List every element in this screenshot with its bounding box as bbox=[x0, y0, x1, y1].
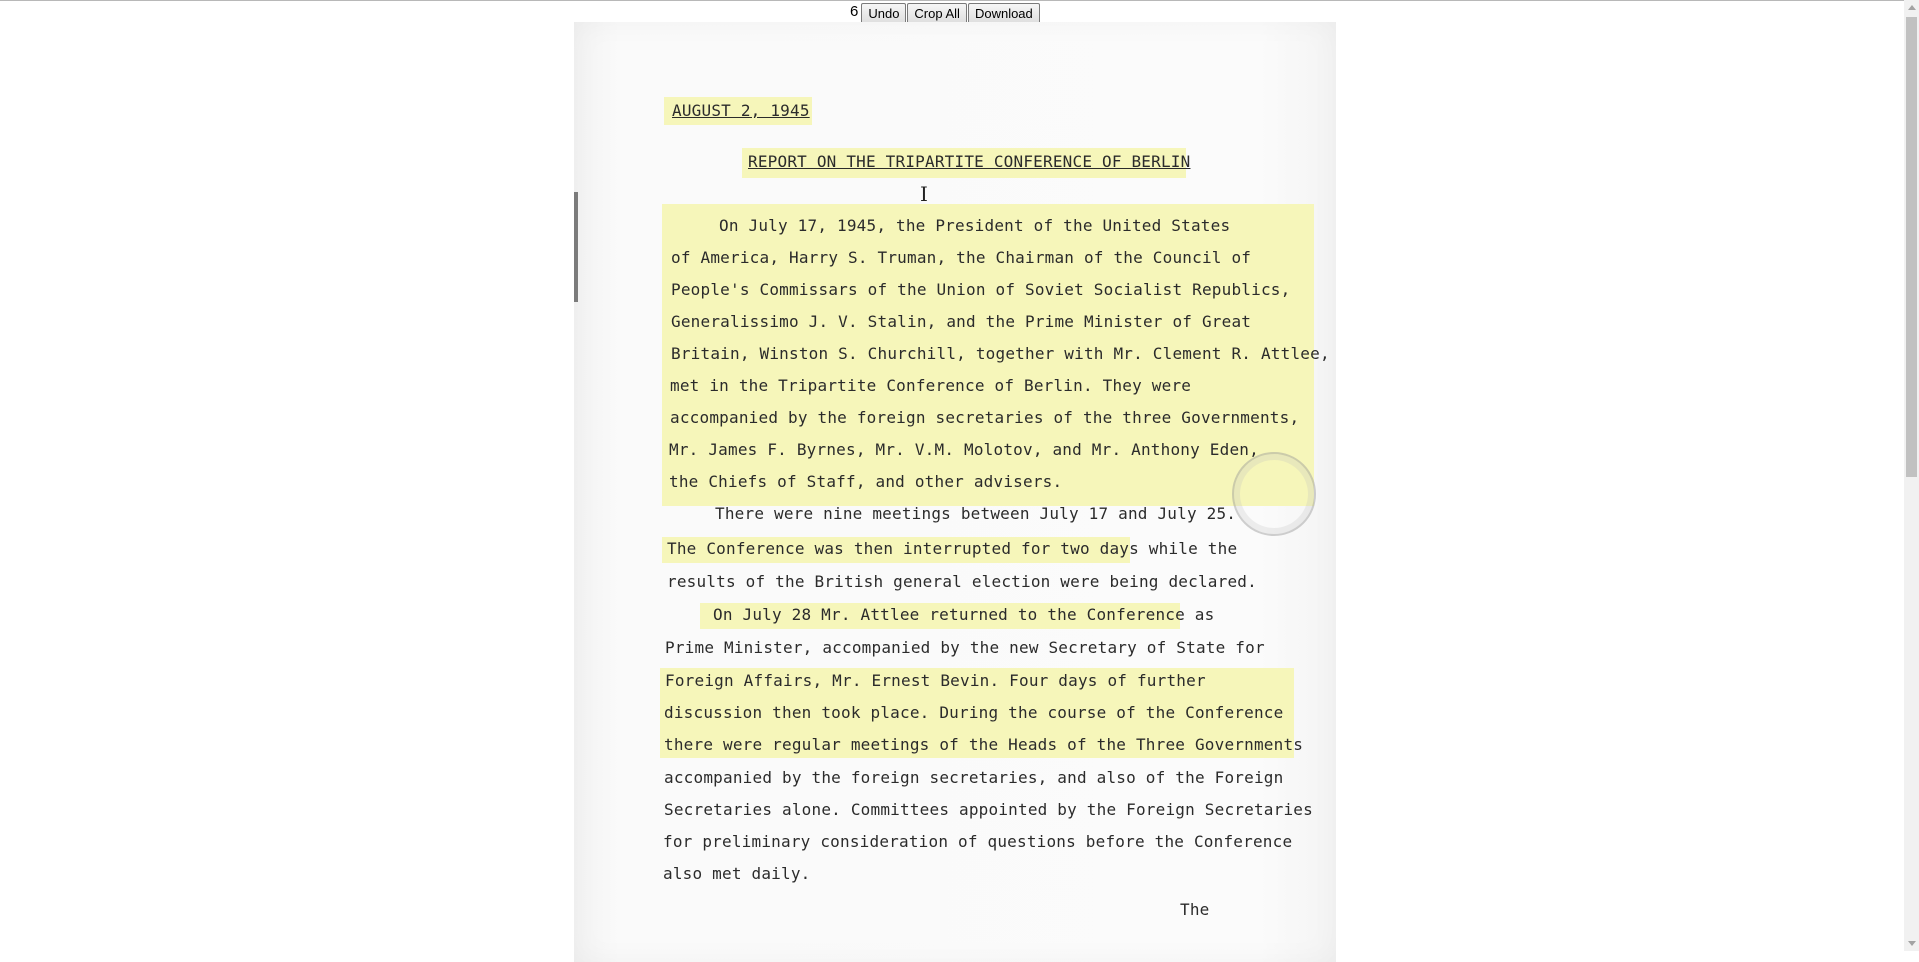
crop-all-button[interactable]: Crop All bbox=[907, 3, 967, 24]
line-13: On July 28 Mr. Attlee returned to the Conference as bbox=[713, 605, 1215, 624]
line-2: of America, Harry S. Truman, the Chairman of the Council of bbox=[671, 248, 1252, 267]
download-button[interactable]: Download bbox=[968, 3, 1040, 24]
scroll-down-arrow-icon[interactable] bbox=[1904, 936, 1919, 951]
line-10: There were nine meetings between July 17 and July 25. bbox=[715, 504, 1237, 523]
paper-edge-shadow bbox=[574, 192, 578, 302]
line-21: also met daily. bbox=[663, 864, 811, 883]
top-border bbox=[0, 0, 1919, 1]
vertical-scrollbar[interactable] bbox=[1904, 0, 1919, 951]
crop-counter: 6 bbox=[850, 2, 859, 20]
undo-button[interactable]: Undo bbox=[861, 3, 906, 24]
toolbar bbox=[850, 2, 1041, 24]
section-number: I bbox=[920, 182, 928, 206]
line-4: Generalissimo J. V. Stalin, and the Prime Minister of Great bbox=[671, 312, 1252, 331]
line-8: Mr. James F. Byrnes, Mr. V.M. Molotov, and Mr. Anthony Eden, bbox=[669, 440, 1259, 459]
scroll-up-arrow-icon[interactable] bbox=[1904, 0, 1919, 15]
scrollbar-thumb[interactable] bbox=[1906, 17, 1917, 477]
line-6: met in the Tripartite Conference of Berlin. They were bbox=[670, 376, 1192, 395]
line-12: results of the British general election were being declared. bbox=[667, 572, 1257, 591]
continuation-word: The bbox=[1180, 900, 1210, 919]
document-date: AUGUST 2, 1945 bbox=[672, 101, 810, 120]
line-14: Prime Minister, accompanied by the new Secretary of State for bbox=[665, 638, 1265, 657]
line-17: there were regular meetings of the Heads of the Three Governments bbox=[664, 735, 1304, 754]
line-5: Britain, Winston S. Churchill, together with Mr. Clement R. Attlee, bbox=[671, 344, 1330, 363]
line-15: Foreign Affairs, Mr. Ernest Bevin. Four days of further bbox=[665, 671, 1206, 690]
line-18: accompanied by the foreign secretaries, and also of the Foreign bbox=[664, 768, 1284, 787]
line-19: Secretaries alone. Committees appointed by the Foreign Secretaries bbox=[664, 800, 1313, 819]
document-title: REPORT ON THE TRIPARTITE CONFERENCE OF BERLIN bbox=[748, 152, 1191, 171]
line-9: the Chiefs of Staff, and other advisers. bbox=[669, 472, 1063, 491]
line-7: accompanied by the foreign secretaries of the three Governments, bbox=[670, 408, 1300, 427]
line-20: for preliminary consideration of questions before the Conference bbox=[663, 832, 1293, 851]
line-1: On July 17, 1945, the President of the United States bbox=[719, 216, 1231, 235]
line-3: People's Commissars of the Union of Soviet Socialist Republics, bbox=[671, 280, 1291, 299]
line-11: The Conference was then interrupted for two days while the bbox=[667, 539, 1238, 558]
line-16: discussion then took place. During the course of the Conference bbox=[664, 703, 1284, 722]
archive-stamp bbox=[1232, 452, 1316, 536]
